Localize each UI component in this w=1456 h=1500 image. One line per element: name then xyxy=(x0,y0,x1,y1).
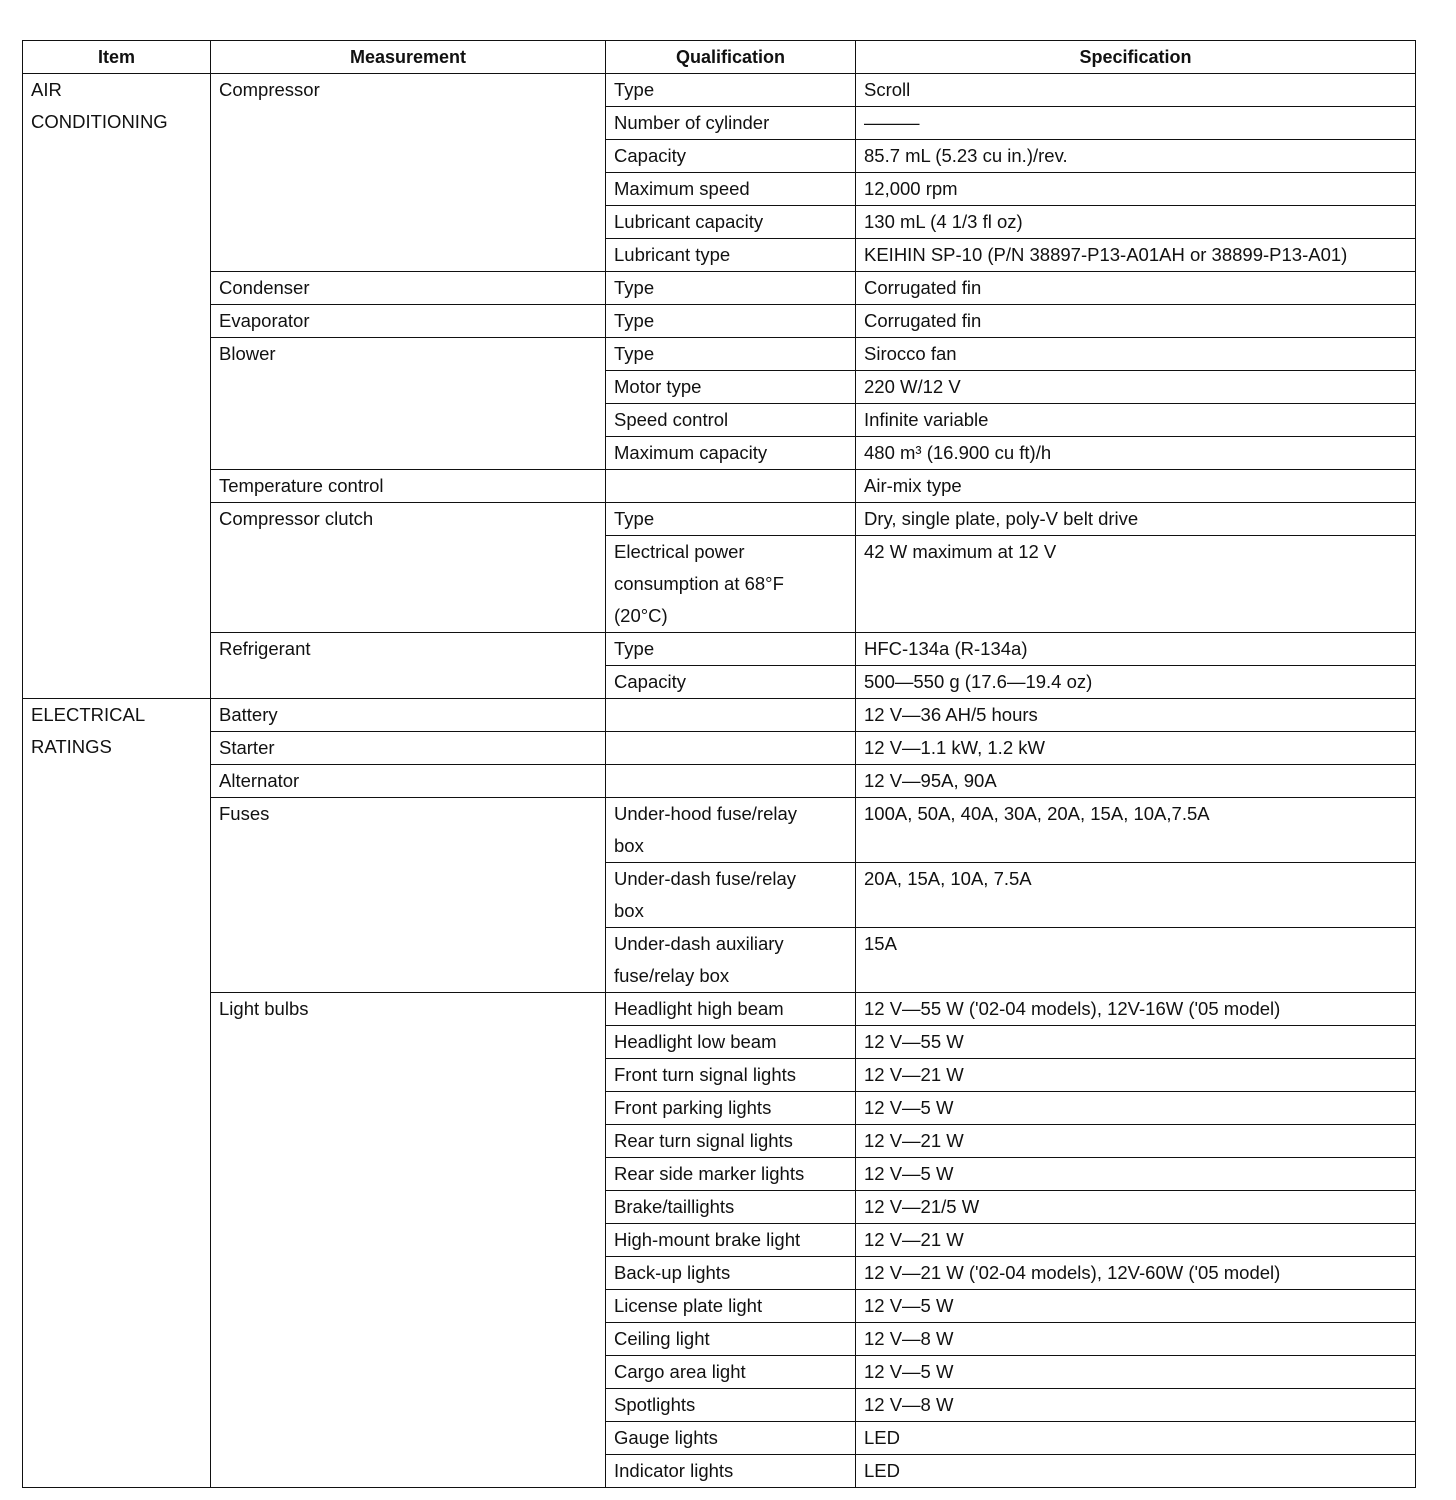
measurement-cell: Condenser xyxy=(211,272,606,305)
specification-cell: 220 W/12 V xyxy=(856,371,1416,404)
qualification-cell: Rear turn signal lights xyxy=(606,1125,856,1158)
specification-cell: 15A xyxy=(856,928,1416,993)
qualification-cell: Headlight high beam xyxy=(606,993,856,1026)
qualification-cell: Capacity xyxy=(606,140,856,173)
table-row xyxy=(23,765,1416,798)
specification-cell: Sirocco fan xyxy=(856,338,1416,371)
qualification-cell: Back-up lights xyxy=(606,1257,856,1290)
qualification-cell: Speed control xyxy=(606,404,856,437)
specification-cell: 12 V—21 W xyxy=(856,1224,1416,1257)
item-cell: ELECTRICAL RATINGS xyxy=(23,699,211,1488)
qualification-cell: Motor type xyxy=(606,371,856,404)
specification-cell: HFC-134a (R-134a) xyxy=(856,633,1416,666)
specification-cell: LED xyxy=(856,1455,1416,1488)
table-row xyxy=(23,732,1416,765)
header-qualification: Qualification xyxy=(606,41,856,74)
qualification-cell: Under-dash auxiliary fuse/relay box xyxy=(606,928,856,993)
specification-cell: 500—550 g (17.6—19.4 oz) xyxy=(856,666,1416,699)
qualification-cell xyxy=(606,765,856,798)
header-row xyxy=(23,41,1416,74)
qualification-cell: Headlight low beam xyxy=(606,1026,856,1059)
specification-cell: 12 V—5 W xyxy=(856,1158,1416,1191)
qualification-cell: Front parking lights xyxy=(606,1092,856,1125)
specification-cell: 85.7 mL (5.23 cu in.)/rev. xyxy=(856,140,1416,173)
measurement-cell: Starter xyxy=(211,732,606,765)
qualification-cell: Indicator lights xyxy=(606,1455,856,1488)
table-row xyxy=(23,699,1416,732)
specification-cell: KEIHIN SP-10 (P/N 38897-P13-A01AH or 38899-P13-A01) xyxy=(856,239,1416,272)
specification-cell: 42 W maximum at 12 V xyxy=(856,536,1416,633)
table-row xyxy=(23,272,1416,305)
measurement-cell: Evaporator xyxy=(211,305,606,338)
qualification-cell: Cargo area light xyxy=(606,1356,856,1389)
qualification-cell: Type xyxy=(606,503,856,536)
specification-cell: 12 V—8 W xyxy=(856,1389,1416,1422)
specification-cell: 12 V—21 W ('02-04 models), 12V-60W ('05 model) xyxy=(856,1257,1416,1290)
qualification-cell: Number of cylinder xyxy=(606,107,856,140)
measurement-cell: Alternator xyxy=(211,765,606,798)
specification-cell: 12 V—36 AH/5 hours xyxy=(856,699,1416,732)
qualification-cell: Brake/taillights xyxy=(606,1191,856,1224)
item-cell: AIR CONDITIONING xyxy=(23,74,211,699)
specification-cell: Corrugated fin xyxy=(856,305,1416,338)
specification-cell: Scroll xyxy=(856,74,1416,107)
table-row xyxy=(23,993,1416,1026)
specification-cell: Infinite variable xyxy=(856,404,1416,437)
qualification-cell: Lubricant type xyxy=(606,239,856,272)
specification-cell: 100A, 50A, 40A, 30A, 20A, 15A, 10A,7.5A xyxy=(856,798,1416,863)
table-row xyxy=(23,798,1416,863)
qualification-cell: Gauge lights xyxy=(606,1422,856,1455)
specification-cell: Corrugated fin xyxy=(856,272,1416,305)
specification-cell: 12 V—95A, 90A xyxy=(856,765,1416,798)
specification-cell: Air-mix type xyxy=(856,470,1416,503)
specification-cell: 480 m³ (16.900 cu ft)/h xyxy=(856,437,1416,470)
specification-cell: 12 V—21 W xyxy=(856,1059,1416,1092)
qualification-cell: Capacity xyxy=(606,666,856,699)
measurement-cell: Compressor clutch xyxy=(211,503,606,633)
specification-cell: LED xyxy=(856,1422,1416,1455)
qualification-cell: Electrical power consumption at 68°F (20°C) xyxy=(606,536,856,633)
table-row xyxy=(23,338,1416,371)
header-measurement: Measurement xyxy=(211,41,606,74)
measurement-cell: Fuses xyxy=(211,798,606,993)
qualification-cell: Type xyxy=(606,272,856,305)
specification-cell: 12 V—21/5 W xyxy=(856,1191,1416,1224)
specification-cell: 12 V—21 W xyxy=(856,1125,1416,1158)
specification-cell: 12 V—5 W xyxy=(856,1356,1416,1389)
specification-cell: 12 V—1.1 kW, 1.2 kW xyxy=(856,732,1416,765)
table-row xyxy=(23,633,1416,666)
qualification-cell: Maximum capacity xyxy=(606,437,856,470)
qualification-cell: Type xyxy=(606,633,856,666)
qualification-cell xyxy=(606,470,856,503)
qualification-cell: Type xyxy=(606,305,856,338)
qualification-cell: Lubricant capacity xyxy=(606,206,856,239)
table-row xyxy=(23,305,1416,338)
table-body xyxy=(23,74,1416,1488)
qualification-cell xyxy=(606,732,856,765)
table-row xyxy=(23,503,1416,536)
qualification-cell: Spotlights xyxy=(606,1389,856,1422)
measurement-cell: Light bulbs xyxy=(211,993,606,1488)
specification-cell: 130 mL (4 1/3 fl oz) xyxy=(856,206,1416,239)
qualification-cell: High-mount brake light xyxy=(606,1224,856,1257)
specification-cell: 12 V—5 W xyxy=(856,1290,1416,1323)
table-row xyxy=(23,74,1416,107)
qualification-cell: Type xyxy=(606,74,856,107)
qualification-cell xyxy=(606,699,856,732)
measurement-cell: Compressor xyxy=(211,74,606,272)
specification-cell: ——— xyxy=(856,107,1416,140)
measurement-cell: Refrigerant xyxy=(211,633,606,699)
qualification-cell: Rear side marker lights xyxy=(606,1158,856,1191)
qualification-cell: Under-dash fuse/relay box xyxy=(606,863,856,928)
measurement-cell: Temperature control xyxy=(211,470,606,503)
qualification-cell: Type xyxy=(606,338,856,371)
qualification-cell: Ceiling light xyxy=(606,1323,856,1356)
header-item: Item xyxy=(23,41,211,74)
qualification-cell: Maximum speed xyxy=(606,173,856,206)
specification-cell: 12 V—55 W xyxy=(856,1026,1416,1059)
header-specification: Specification xyxy=(856,41,1416,74)
specification-cell: 20A, 15A, 10A, 7.5A xyxy=(856,863,1416,928)
qualification-cell: Under-hood fuse/relay box xyxy=(606,798,856,863)
qualification-cell: Front turn signal lights xyxy=(606,1059,856,1092)
specification-cell: Dry, single plate, poly-V belt drive xyxy=(856,503,1416,536)
specification-cell: 12 V—5 W xyxy=(856,1092,1416,1125)
table-row xyxy=(23,470,1416,503)
measurement-cell: Battery xyxy=(211,699,606,732)
qualification-cell: License plate light xyxy=(606,1290,856,1323)
specification-cell: 12 V—8 W xyxy=(856,1323,1416,1356)
specifications-table xyxy=(22,40,1416,1488)
measurement-cell: Blower xyxy=(211,338,606,470)
specification-cell: 12 V—55 W ('02-04 models), 12V-16W ('05 model) xyxy=(856,993,1416,1026)
specification-cell: 12,000 rpm xyxy=(856,173,1416,206)
